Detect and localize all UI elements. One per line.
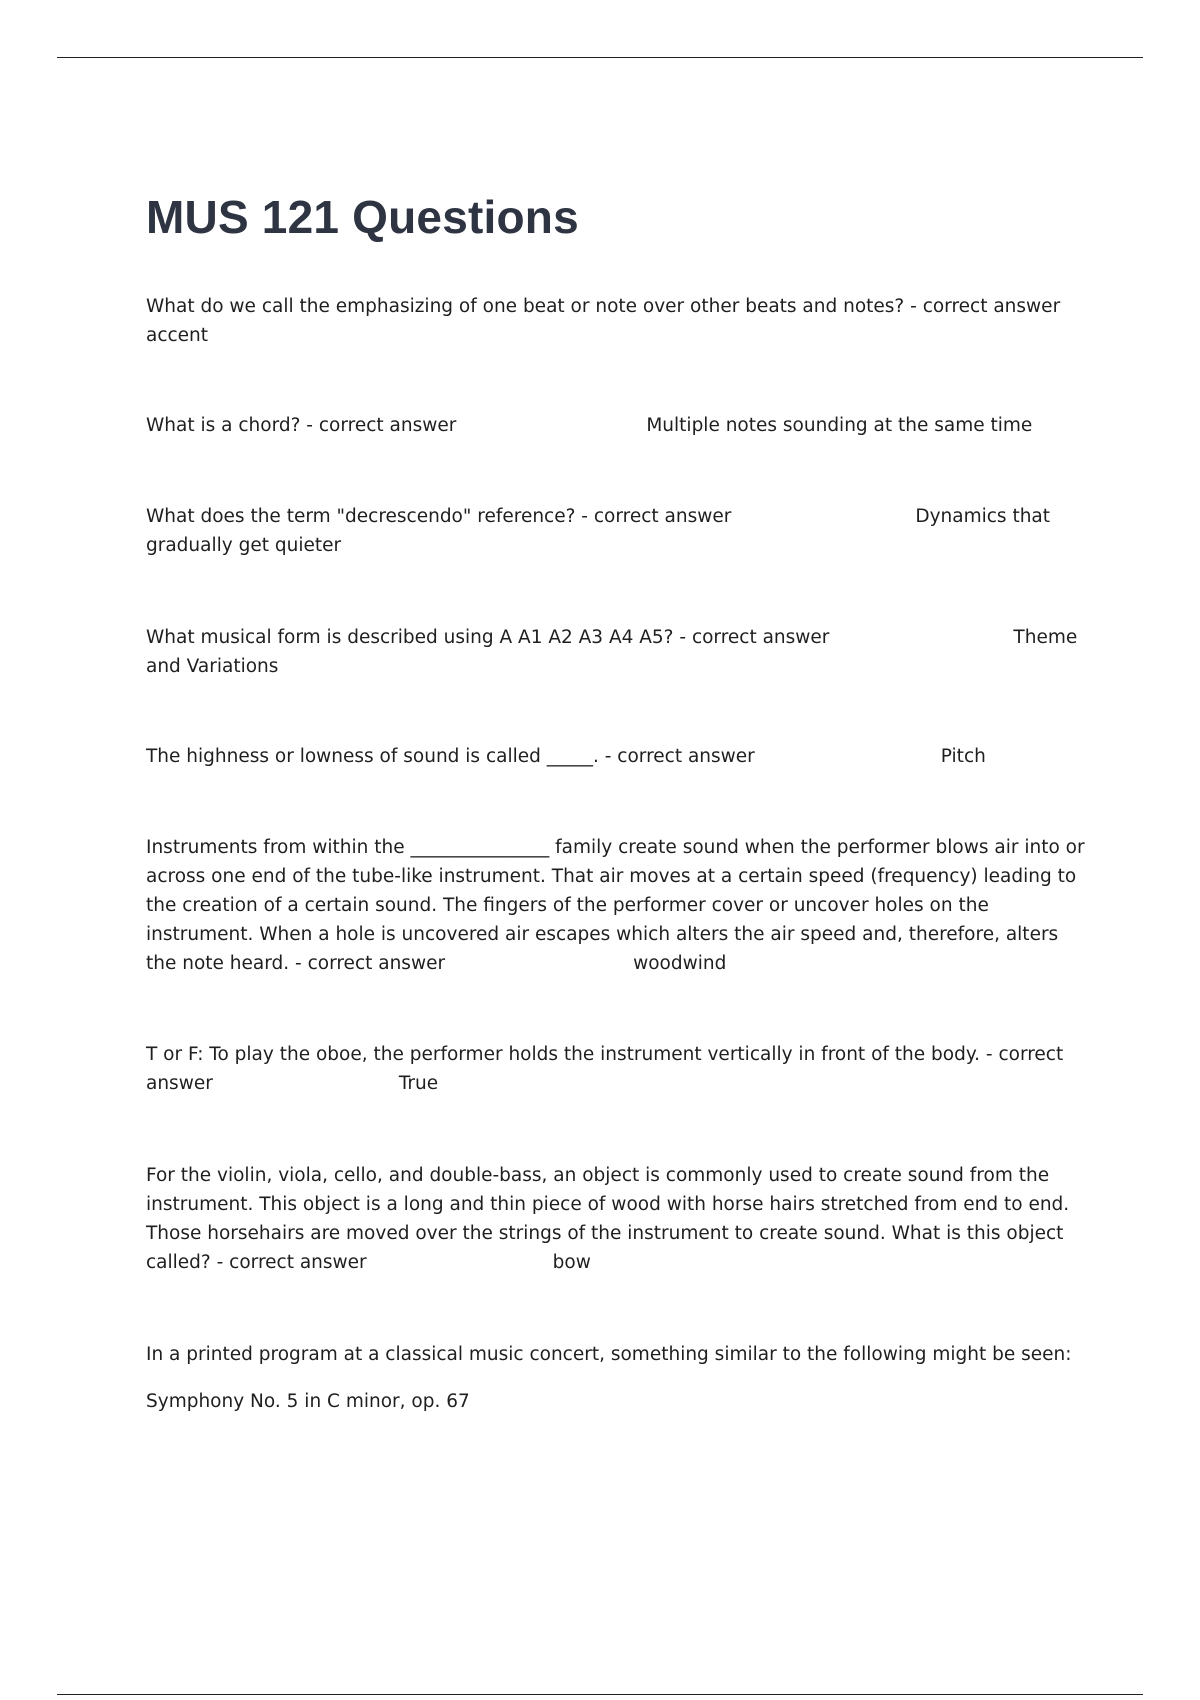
question-text: What do we call the emphasizing of one beat or note over other beats and notes? - correct answer bbox=[146, 296, 1061, 317]
question-text: What is a chord? - correct answer bbox=[146, 415, 457, 436]
question-text: The highness or lowness of sound is called _____. - correct answer bbox=[146, 746, 755, 767]
answer-text: Pitch bbox=[940, 746, 986, 767]
page-title: MUS 121 Questions bbox=[146, 191, 579, 243]
question-text: T or F: To play the oboe, the performer holds the instrument vertically in front of the body. - correct answer bbox=[146, 1044, 1064, 1094]
answer-text: Dynamics that gradually get quieter bbox=[146, 506, 1051, 556]
final-question: In a printed program at a classical music concert, something similar to the following might be seen: bbox=[146, 1344, 1072, 1365]
question-text: Instruments from within the _______________ family create sound when the performer blows air into or across one end of the tube-like instrument. That air moves at a certain speed (frequency) leading to the creation of a certain sound. The fingers of the performer cover or uncover holes on the instrument. When a hole is uncovered air escapes which alters the air speed and, therefore, alters the note heard. - correct answer bbox=[146, 837, 1085, 974]
footer-rule bbox=[57, 1694, 1143, 1695]
question-text: For the violin, viola, cello, and double-bass, an object is commonly used to create sound from the instrument. This object is a long and thin piece of wood with horse hairs stretched from end to end. Those horsehairs are moved over the strings of the instrument to create sound. What is this object called? - correct answer bbox=[146, 1165, 1070, 1273]
qa-item-2 bbox=[146, 411, 1086, 440]
final-example: Symphony No. 5 in C minor, op. 67 bbox=[146, 1391, 470, 1412]
qa-item-3 bbox=[146, 502, 1086, 560]
qa-item-5 bbox=[146, 742, 1086, 771]
header-rule bbox=[57, 57, 1143, 58]
qa-item-8 bbox=[146, 1161, 1086, 1277]
answer-text: bow bbox=[552, 1252, 591, 1273]
answer-text: True bbox=[398, 1073, 439, 1094]
answer-text: woodwind bbox=[633, 953, 727, 974]
answer-text: Theme and Variations bbox=[146, 627, 1078, 677]
qa-item-6 bbox=[146, 833, 1086, 978]
qa-item-4 bbox=[146, 623, 1086, 681]
qa-item-1 bbox=[146, 292, 1086, 350]
answer-text: accent bbox=[146, 325, 209, 346]
question-text: What musical form is described using A A1 A2 A3 A4 A5? - correct answer bbox=[146, 627, 830, 648]
question-text: What does the term "decrescendo" reference? - correct answer bbox=[146, 506, 732, 527]
answer-text: Multiple notes sounding at the same time bbox=[646, 415, 1033, 436]
qa-item-7 bbox=[146, 1040, 1086, 1098]
